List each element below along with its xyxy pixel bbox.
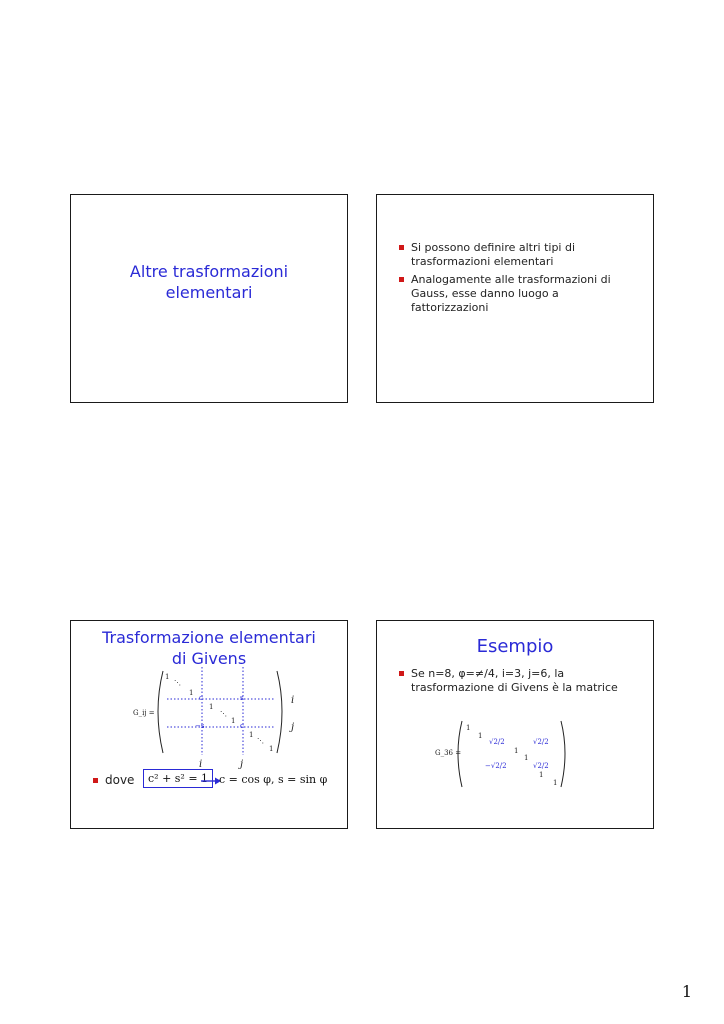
entry-dots: ⋱	[257, 737, 264, 745]
slide-esempio	[376, 620, 654, 829]
slide-bullets-intro	[376, 194, 654, 403]
title-line-1: Trasformazione elementari	[102, 628, 316, 647]
bullet-item: Analogamente alle trasformazioni di Gauss, esse danno luogo a fattorizzazioni	[399, 273, 639, 315]
entry-one: 1	[553, 779, 558, 787]
matrix-label: G_36 =	[435, 749, 462, 757]
matrix-label: G_ij =	[133, 709, 155, 717]
title-line-2: elementari	[165, 283, 253, 302]
entry-c: c	[240, 722, 244, 730]
entry-c: c	[199, 694, 203, 702]
entry-one: 1	[165, 673, 170, 681]
entry-minus-sqrt: −√2/2	[485, 762, 507, 770]
slide-altre-trasformazioni	[70, 194, 348, 403]
entry-one: 1	[478, 732, 483, 740]
entry-one: 1	[466, 724, 471, 732]
title-line-1: Altre trasformazioni	[129, 262, 289, 281]
bullet-item: Si possono definire altri tipi di trasformazioni elementari	[399, 241, 639, 269]
example-matrix	[377, 621, 655, 830]
entry-sqrt: √2/2	[489, 738, 505, 746]
entry-dots: ⋱	[220, 710, 227, 718]
bullet-item: Se n=8, φ=≠/4, i=3, j=6, la trasformazione di Givens è la matrice	[399, 667, 639, 695]
page-number: 1	[681, 982, 692, 1001]
title-line-2: di Givens	[171, 649, 247, 668]
bullet-list	[399, 241, 639, 319]
entry-one: 1	[539, 771, 544, 779]
entry-one: 1	[269, 745, 274, 753]
identity-box: c² + s² = 1	[143, 769, 213, 788]
cos-sin-result: c = cos φ, s = sin φ	[219, 773, 328, 786]
slide-title: Esempio	[476, 636, 554, 657]
entry-sqrt: √2/2	[533, 762, 549, 770]
givens-matrix	[71, 621, 349, 830]
slide-givens	[70, 620, 348, 829]
entry-one: 1	[189, 689, 194, 697]
row-label-j: j	[291, 722, 295, 733]
entry-one: 1	[209, 703, 214, 711]
entry-sqrt: √2/2	[533, 738, 549, 746]
entry-s: s	[240, 694, 244, 702]
entry-one: 1	[514, 747, 519, 755]
col-label-i: i	[199, 759, 203, 770]
bullet-item: dove	[93, 773, 134, 787]
slide-title	[71, 261, 347, 303]
dove-row	[93, 773, 134, 791]
entry-one: 1	[249, 731, 254, 739]
entry-one: 1	[524, 754, 529, 762]
entry-dots: ⋱	[174, 679, 181, 687]
arrow-icon	[201, 776, 221, 786]
entry-minus-s: −s	[195, 722, 205, 730]
row-label-i: i	[291, 695, 295, 706]
col-label-j: j	[240, 759, 244, 770]
entry-one: 1	[231, 717, 236, 725]
